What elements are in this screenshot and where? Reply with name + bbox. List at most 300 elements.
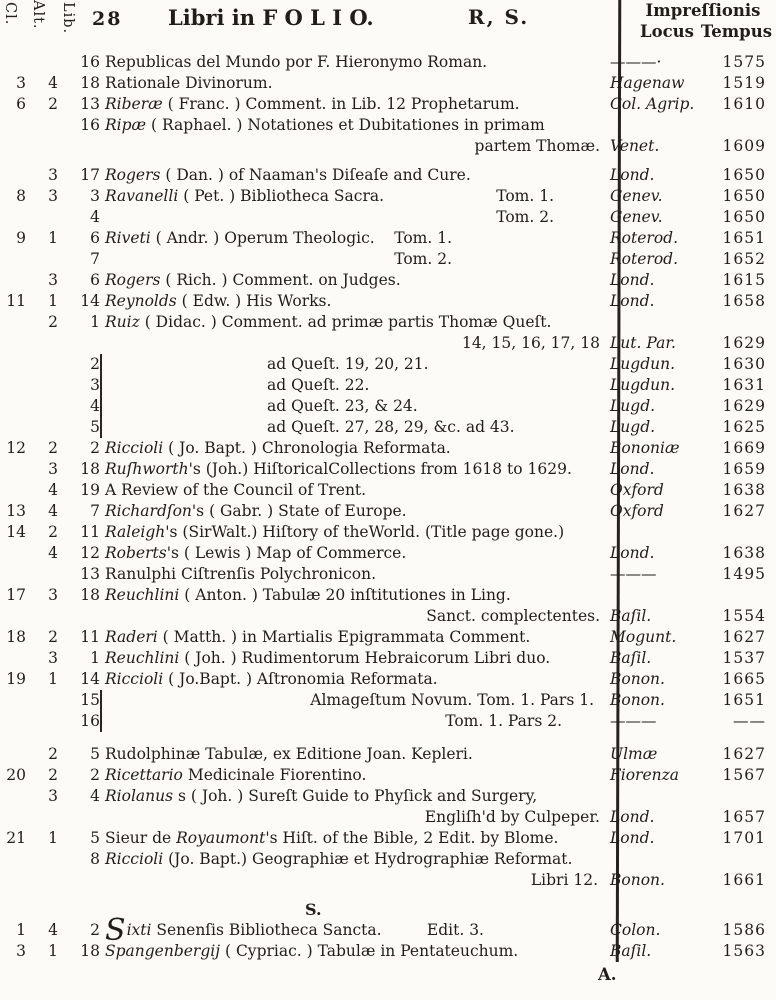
col-lib: 5 bbox=[90, 418, 100, 436]
locus-tempus-header bbox=[628, 22, 776, 42]
col-alt: 2 bbox=[48, 95, 58, 113]
entry-text bbox=[100, 249, 602, 270]
author-name: Ruiz bbox=[105, 313, 140, 331]
col-locus bbox=[602, 312, 704, 333]
entry-fragment: ( Rich. ) Comment. on Judges. bbox=[160, 271, 401, 289]
col-cl bbox=[0, 606, 26, 627]
entry-title bbox=[105, 459, 572, 480]
catalog-row bbox=[0, 94, 776, 115]
col-locus: Lond. bbox=[610, 292, 655, 310]
entry-text bbox=[100, 564, 602, 585]
col-alt bbox=[26, 564, 58, 585]
col-tempus bbox=[704, 786, 776, 807]
entry-title bbox=[105, 786, 537, 807]
entry-text bbox=[100, 690, 602, 711]
section-letters: R, S. bbox=[468, 5, 530, 29]
column-header-alt: Alt. bbox=[30, 0, 46, 30]
col-lib: 14 bbox=[80, 670, 100, 688]
catalog-row bbox=[0, 543, 776, 564]
col-lib bbox=[58, 333, 100, 354]
col-tempus: —— bbox=[733, 712, 766, 730]
col-alt bbox=[26, 115, 58, 136]
entry-text bbox=[100, 501, 602, 522]
entry-text bbox=[100, 228, 602, 249]
col-tempus: 1651 bbox=[722, 691, 766, 709]
col-tempus: 1567 bbox=[722, 766, 766, 784]
entry-title bbox=[426, 606, 600, 627]
page-number: 28 bbox=[92, 8, 123, 30]
col-alt: 1 bbox=[48, 829, 58, 847]
col-lib: 5 bbox=[90, 829, 100, 847]
author-name: Riolanus bbox=[105, 787, 174, 805]
entry-title bbox=[105, 270, 401, 291]
catalog-row bbox=[0, 786, 776, 807]
col-tempus: 1615 bbox=[722, 271, 766, 289]
author-name: Roberts bbox=[105, 544, 167, 562]
entry-fragment: Rationale Divinorum. bbox=[105, 74, 273, 92]
col-locus: Roterod. bbox=[610, 229, 678, 247]
entry-title bbox=[105, 849, 572, 870]
col-lib: 4 bbox=[90, 208, 100, 226]
col-lib: 2 bbox=[90, 439, 100, 457]
col-alt bbox=[26, 417, 58, 438]
entry-text bbox=[100, 606, 602, 627]
col-tempus: 1650 bbox=[722, 166, 766, 184]
col-alt bbox=[26, 207, 58, 228]
col-cl: 3 bbox=[16, 942, 26, 960]
entry-title bbox=[105, 312, 551, 333]
col-tempus: 1701 bbox=[722, 829, 766, 847]
col-locus: Hagenaw bbox=[610, 74, 685, 92]
author-name: Richardſon bbox=[105, 502, 192, 520]
col-alt bbox=[26, 249, 58, 270]
col-lib: 13 bbox=[80, 565, 100, 583]
col-locus: Bononiæ bbox=[610, 439, 680, 457]
catalog-row bbox=[0, 585, 776, 606]
col-cl bbox=[0, 333, 26, 354]
col-tempus: 1627 bbox=[722, 745, 766, 763]
drop-cap: S bbox=[105, 913, 126, 948]
author-name: Reuchlini bbox=[105, 649, 180, 667]
catalog-row bbox=[0, 669, 776, 690]
col-cl bbox=[0, 165, 26, 186]
col-alt: 1 bbox=[48, 942, 58, 960]
col-locus: Lugdun. bbox=[610, 355, 676, 373]
col-tempus: 1659 bbox=[722, 460, 766, 478]
col-cl bbox=[0, 52, 26, 73]
entry-title bbox=[105, 52, 487, 73]
entry-fragment: Ranulphi Ciſtrenſis Polychronicon. bbox=[105, 565, 377, 583]
col-lib: 16 bbox=[80, 53, 100, 71]
col-alt: 4 bbox=[48, 502, 58, 520]
col-alt: 2 bbox=[48, 439, 58, 457]
entry-fragment: ( Matth. ) in Martialis Epigrammata Comment. bbox=[157, 628, 531, 646]
col-tempus bbox=[704, 585, 776, 606]
entry-text bbox=[100, 333, 602, 354]
catalog-row bbox=[0, 333, 776, 354]
col-locus: ——— bbox=[610, 712, 657, 730]
entry-fragment: A Review of the Council of Trent. bbox=[105, 481, 367, 499]
entry-fragment: ( Jo.Bapt. ) Aſtronomia Reformata. bbox=[163, 670, 438, 688]
entry-title bbox=[425, 807, 600, 828]
catalog-row bbox=[0, 73, 776, 94]
col-alt bbox=[26, 849, 58, 870]
entry-title bbox=[462, 333, 600, 354]
entry-title bbox=[105, 585, 511, 606]
col-tempus: 1629 bbox=[722, 334, 766, 352]
col-tempus: 1554 bbox=[722, 607, 766, 625]
entry-fragment: ( Anton. ) Tabulæ 20 inſtitutiones in Ling. bbox=[179, 586, 511, 604]
col-tempus: 1638 bbox=[722, 481, 766, 499]
col-tempus bbox=[704, 849, 776, 870]
volume-label: Tom. 2. bbox=[394, 250, 452, 268]
entry-fragment: Republicas del Mundo por F. Hieronymo Roman. bbox=[105, 53, 488, 71]
catalog-row bbox=[0, 807, 776, 828]
col-alt bbox=[26, 711, 58, 732]
col-cl: 9 bbox=[16, 229, 26, 247]
entry-text bbox=[100, 396, 602, 417]
col-cl bbox=[0, 690, 26, 711]
col-tempus: 1630 bbox=[722, 355, 766, 373]
col-locus: Baſil. bbox=[610, 607, 652, 625]
col-cl: 1 bbox=[16, 921, 26, 939]
author-name: Raderi bbox=[105, 628, 158, 646]
author-name: Spangenbergij bbox=[105, 942, 221, 960]
col-alt: 1 bbox=[48, 292, 58, 310]
col-lib: 4 bbox=[90, 787, 100, 805]
catalog-row bbox=[0, 396, 776, 417]
entry-fragment: Senenſis Bibliotheca Sancta. bbox=[151, 921, 382, 939]
entry-fragment: ( Andr. ) Operum Theologic. bbox=[150, 229, 375, 247]
col-cl: 3 bbox=[16, 74, 26, 92]
col-tempus: 1650 bbox=[722, 187, 766, 205]
col-locus: Fiorenza bbox=[610, 766, 680, 784]
col-locus: Lut. Par. bbox=[610, 334, 676, 352]
author-name: Riccioli bbox=[105, 439, 164, 457]
catalog-row bbox=[0, 941, 776, 962]
entry-text bbox=[100, 627, 602, 648]
impressionis-header: Impreſſionis bbox=[645, 1, 761, 20]
col-lib: 2 bbox=[90, 921, 100, 939]
col-lib: 2 bbox=[90, 766, 100, 784]
col-cl: 14 bbox=[6, 523, 26, 541]
catalog-row bbox=[0, 765, 776, 786]
col-alt bbox=[26, 375, 58, 396]
col-alt: 3 bbox=[48, 586, 58, 604]
col-cl bbox=[0, 744, 26, 765]
author-name: Reynolds bbox=[105, 292, 177, 310]
author-name: Ricettario bbox=[105, 766, 183, 784]
col-tempus: 1669 bbox=[722, 439, 766, 457]
entry-title bbox=[105, 648, 550, 669]
col-alt: 4 bbox=[48, 481, 58, 499]
entry-text bbox=[100, 849, 602, 870]
col-locus: Lond. bbox=[610, 460, 655, 478]
entry-text bbox=[100, 786, 602, 807]
entry-text bbox=[100, 354, 602, 375]
author-name: Ravanelli bbox=[105, 187, 179, 205]
entry-text bbox=[100, 711, 602, 732]
catalog-row bbox=[0, 312, 776, 333]
entry-text bbox=[100, 744, 602, 765]
col-alt: 2 bbox=[48, 745, 58, 763]
col-lib: 12 bbox=[80, 544, 100, 562]
entry-fragment: partem Thomæ. bbox=[474, 137, 600, 155]
entry-fragment: ad Queſt. 23, & 24. bbox=[267, 397, 418, 415]
col-alt: 4 bbox=[48, 921, 58, 939]
entry-fragment: ( Franc. ) Comment. in Lib. 12 Prophetarum. bbox=[162, 95, 520, 113]
entry-title bbox=[267, 417, 515, 438]
col-alt bbox=[26, 606, 58, 627]
col-cl: 11 bbox=[6, 292, 26, 310]
col-locus: Colon. bbox=[610, 921, 661, 939]
col-cl bbox=[0, 786, 26, 807]
entry-fragment: ( Joh. ) Rudimentorum Hebraicorum Libri duo. bbox=[179, 649, 551, 667]
author-name: Riccioli bbox=[105, 670, 164, 688]
col-alt: 4 bbox=[48, 544, 58, 562]
col-alt: 1 bbox=[48, 229, 58, 247]
entry-fragment: ( Jo. Bapt. ) Chronologia Reformata. bbox=[163, 439, 451, 457]
col-tempus: 1658 bbox=[722, 292, 766, 310]
col-cl bbox=[0, 648, 26, 669]
col-alt: 2 bbox=[48, 628, 58, 646]
entry-text bbox=[100, 438, 602, 459]
catalog-row bbox=[0, 249, 776, 270]
col-cl bbox=[0, 870, 26, 891]
entry-text bbox=[100, 312, 602, 333]
col-cl: 21 bbox=[6, 829, 26, 847]
catalog-row bbox=[0, 459, 776, 480]
entry-fragment: 's (Joh.) HiſtoricalCollections from 1618 to 1629. bbox=[188, 460, 572, 478]
col-cl bbox=[0, 270, 26, 291]
col-locus: Mogunt. bbox=[610, 628, 677, 646]
entry-title bbox=[105, 522, 564, 543]
entry-fragment: (Jo. Bapt.) Geographiæ et Hydrographiæ Reformat. bbox=[163, 850, 573, 868]
entry-text bbox=[100, 828, 602, 849]
col-alt: 3 bbox=[48, 460, 58, 478]
col-locus bbox=[602, 786, 704, 807]
col-alt bbox=[26, 354, 58, 375]
col-lib: 3 bbox=[90, 376, 100, 394]
entry-title bbox=[105, 94, 520, 115]
catalog-row bbox=[0, 165, 776, 186]
tempus-header: Tempus bbox=[700, 22, 772, 41]
col-lib: 6 bbox=[90, 229, 100, 247]
entry-fragment: 's Hiſt. of the Bible, 2 Edit. by Blome. bbox=[265, 829, 559, 847]
col-alt bbox=[26, 690, 58, 711]
col-alt bbox=[26, 870, 58, 891]
catalog-row bbox=[0, 606, 776, 627]
col-tempus: 1627 bbox=[722, 628, 766, 646]
col-lib: 11 bbox=[80, 523, 100, 541]
author-name: Rogers bbox=[105, 271, 161, 289]
col-tempus: 1609 bbox=[722, 137, 766, 155]
entry-fragment: Medicinale Fiorentino. bbox=[182, 766, 367, 784]
entry-text bbox=[100, 52, 602, 73]
catalog-row bbox=[0, 648, 776, 669]
col-locus: Bonon. bbox=[610, 691, 665, 709]
entry-title bbox=[105, 73, 273, 94]
col-locus: Lugdun. bbox=[610, 376, 676, 394]
entry-title bbox=[445, 711, 562, 732]
entry-fragment: Rudolphinæ Tabulæ, ex Editione Joan. Kepleri. bbox=[105, 745, 473, 763]
entry-text bbox=[100, 807, 602, 828]
col-lib: 14 bbox=[80, 292, 100, 310]
col-lib: 18 bbox=[80, 74, 100, 92]
col-tempus: 1629 bbox=[722, 397, 766, 415]
catalog-row bbox=[0, 136, 776, 157]
col-alt bbox=[26, 52, 58, 73]
col-alt bbox=[26, 333, 58, 354]
col-lib: 17 bbox=[80, 166, 100, 184]
entry-text bbox=[100, 417, 602, 438]
entry-title bbox=[105, 438, 451, 459]
col-locus: Ulmæ bbox=[610, 745, 658, 763]
entry-fragment: s ( Joh. ) Sureſt Guide to Phyſick and Surgery, bbox=[173, 787, 538, 805]
entry-title bbox=[105, 291, 331, 312]
col-alt: 2 bbox=[48, 313, 58, 331]
col-tempus: 1495 bbox=[722, 565, 766, 583]
col-lib: 4 bbox=[90, 397, 100, 415]
entry-title bbox=[105, 669, 438, 690]
col-tempus: 1657 bbox=[722, 808, 766, 826]
author-name: Riccioli bbox=[105, 850, 164, 868]
col-lib: 18 bbox=[80, 586, 100, 604]
col-locus: Oxford bbox=[610, 502, 664, 520]
col-locus: Baſil. bbox=[610, 942, 652, 960]
catalog-row bbox=[0, 690, 776, 711]
col-cl: 19 bbox=[6, 670, 26, 688]
entry-title bbox=[105, 480, 366, 501]
col-cl: 8 bbox=[16, 187, 26, 205]
author-name: Reuchlini bbox=[105, 586, 180, 604]
col-tempus: 1631 bbox=[722, 376, 766, 394]
catalog-row bbox=[0, 711, 776, 732]
entry-fragment: 's ( Lewis ) Map of Commerce. bbox=[166, 544, 407, 562]
entry-text bbox=[100, 375, 602, 396]
entry-text bbox=[100, 207, 602, 228]
col-cl: 13 bbox=[6, 502, 26, 520]
entry-fragment: Tom. 1. Pars 2. bbox=[445, 712, 562, 730]
catalog-row bbox=[0, 913, 776, 948]
entry-text bbox=[100, 765, 602, 786]
entry-title bbox=[475, 136, 600, 157]
entry-title bbox=[105, 564, 376, 585]
catalog-row bbox=[0, 828, 776, 849]
section-divider: S. bbox=[305, 900, 322, 919]
catalog-row bbox=[0, 52, 776, 73]
col-alt: 4 bbox=[48, 74, 58, 92]
author-name: Ruſhworth bbox=[105, 460, 189, 478]
col-cl bbox=[0, 543, 26, 564]
entry-title bbox=[105, 627, 530, 648]
catalog-row bbox=[0, 417, 776, 438]
col-tempus bbox=[704, 115, 776, 136]
col-cl bbox=[0, 396, 26, 417]
entry-fragment: ( Didac. ) Comment. ad primæ partis Thomæ Queſt. bbox=[139, 313, 552, 331]
catalog-row bbox=[0, 375, 776, 396]
entry-fragment: ( Dan. ) of Naaman's Diſeaſe and Cure. bbox=[160, 166, 471, 184]
catalog-row bbox=[0, 627, 776, 648]
entry-text bbox=[100, 669, 602, 690]
col-locus: ——— bbox=[610, 565, 657, 583]
col-tempus bbox=[704, 312, 776, 333]
col-locus: Bonon. bbox=[610, 871, 665, 889]
col-tempus: 1610 bbox=[722, 95, 766, 113]
col-lib: 7 bbox=[90, 250, 100, 268]
col-locus: ———· bbox=[610, 53, 662, 71]
entry-text bbox=[100, 94, 602, 115]
entry-title bbox=[105, 501, 407, 522]
entry-text bbox=[100, 291, 602, 312]
col-cl: 6 bbox=[16, 95, 26, 113]
catalog-row bbox=[0, 270, 776, 291]
col-alt: 2 bbox=[48, 523, 58, 541]
col-cl: 12 bbox=[6, 439, 26, 457]
col-cl: 20 bbox=[6, 766, 26, 784]
catalog-row bbox=[0, 501, 776, 522]
col-cl bbox=[0, 207, 26, 228]
entry-title bbox=[105, 165, 471, 186]
col-lib: 2 bbox=[90, 355, 100, 373]
col-alt: 3 bbox=[48, 166, 58, 184]
entry-text bbox=[100, 480, 602, 501]
col-alt bbox=[26, 136, 58, 157]
entry-fragment: ( Edw. ) His Works. bbox=[176, 292, 332, 310]
entry-text bbox=[100, 648, 602, 669]
page-title: Libri in F O L I O. bbox=[168, 5, 374, 30]
col-cl bbox=[0, 312, 26, 333]
page-header bbox=[0, 0, 776, 52]
col-locus: Lugd. bbox=[610, 418, 656, 436]
entry-title bbox=[105, 913, 382, 948]
column-header-lib: Lib. bbox=[60, 2, 76, 35]
col-tempus: 1537 bbox=[722, 649, 766, 667]
col-locus bbox=[602, 522, 704, 543]
col-cl bbox=[0, 375, 26, 396]
col-lib: 1 bbox=[90, 313, 100, 331]
entry-fragment: ( Raphael. ) Notationes et Dubitationes in primam bbox=[146, 116, 545, 134]
col-cl bbox=[0, 249, 26, 270]
catalog-row bbox=[0, 186, 776, 207]
col-locus: Col. Agrip. bbox=[610, 95, 695, 113]
entry-title bbox=[105, 744, 473, 765]
entry-fragment: Engliſh'd by Culpeper. bbox=[424, 808, 600, 826]
entry-title bbox=[267, 375, 369, 396]
catalog-row bbox=[0, 564, 776, 585]
col-lib bbox=[58, 870, 100, 891]
author-name: Riberæ bbox=[105, 95, 163, 113]
col-locus: Lond. bbox=[610, 829, 655, 847]
col-locus: Oxford bbox=[610, 481, 664, 499]
col-lib: 7 bbox=[90, 502, 100, 520]
author-name: Royaumont bbox=[176, 829, 266, 847]
author-name: Riveti bbox=[105, 229, 151, 247]
col-locus: Lugd. bbox=[610, 397, 656, 415]
catalog-row bbox=[0, 744, 776, 765]
entry-fragment: Sanct. complectentes. bbox=[426, 607, 600, 625]
col-cl bbox=[0, 849, 26, 870]
col-locus: Bonon. bbox=[610, 670, 665, 688]
entry-text bbox=[100, 543, 602, 564]
entry-text bbox=[100, 913, 602, 948]
col-lib: 8 bbox=[90, 850, 100, 868]
catalog-rows bbox=[0, 52, 776, 985]
entry-text bbox=[100, 136, 602, 157]
col-lib: 1 bbox=[90, 649, 100, 667]
entry-fragment: 's ( Gabr. ) State of Europe. bbox=[191, 502, 407, 520]
col-locus bbox=[602, 115, 704, 136]
